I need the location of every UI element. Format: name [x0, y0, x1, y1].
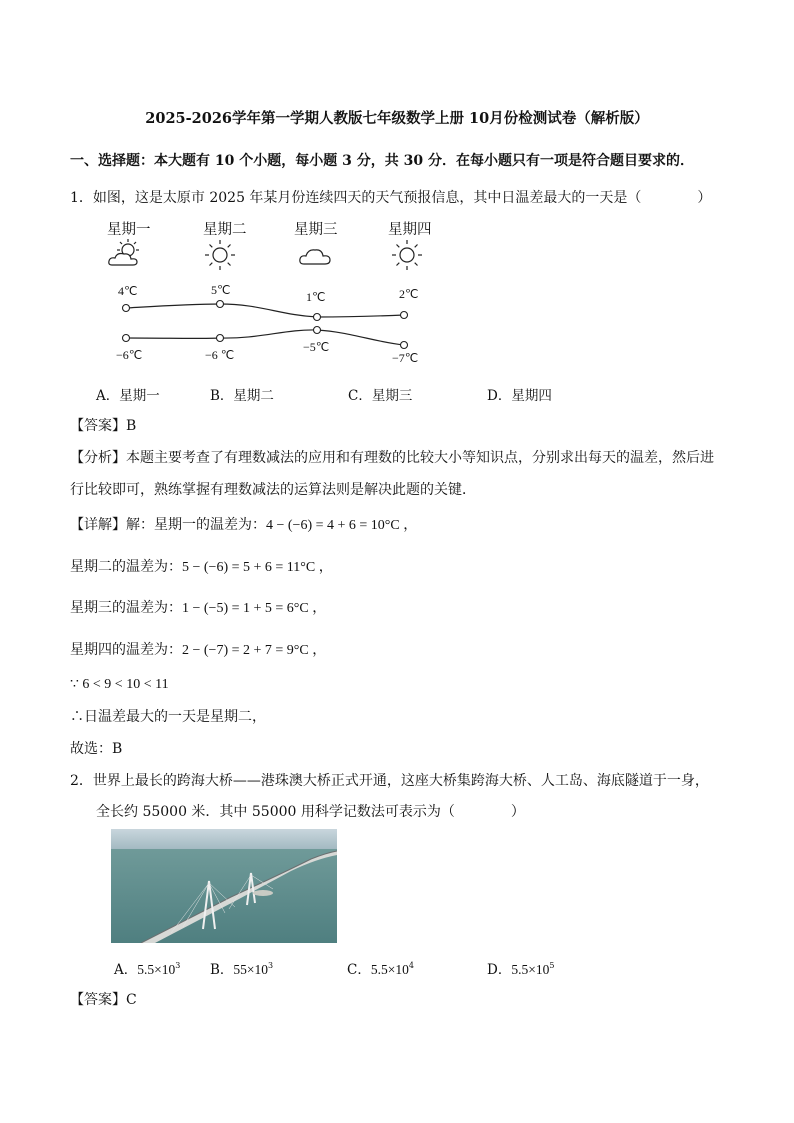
detail-expression-1: 4 − (−6) = 4 + 6 = 10°C ，	[266, 518, 418, 533]
q1-answer: 【答案】B	[70, 418, 137, 434]
question-2-stem-line2: 全长约 55000 米．其中 55000 用科学记数法可表示为（ ）	[96, 804, 525, 820]
low-temp-3: −5℃	[303, 340, 330, 354]
q1-option-b: B．星期二	[210, 388, 274, 404]
option-exponent: 4	[408, 961, 414, 970]
q2-option-d	[487, 958, 554, 978]
option-label: D．	[487, 962, 512, 978]
detail-label: 星期四的温差为：	[70, 642, 182, 658]
q1-option-d: D．星期四	[487, 388, 552, 404]
temperature-chart	[110, 295, 420, 357]
low-point-2	[217, 335, 224, 342]
high-temp-3: 1℃	[306, 290, 326, 304]
q1-because: ∵ 6 < 9 < 10 < 11	[70, 677, 169, 692]
low-point-1	[123, 335, 130, 342]
high-point-3	[314, 314, 321, 321]
detail-label: 【详解】解：星期一的温差为：	[70, 517, 266, 533]
bridge-photo	[111, 829, 337, 943]
question-1-stem: 1．如图，这是太原市 2025 年某月份连续四天的天气预报信息，其中日温差最大的一天是（ ）	[70, 190, 712, 206]
sun-icon	[390, 238, 424, 272]
high-temp-2: 5℃	[211, 283, 231, 297]
option-value: 5.5×10	[511, 962, 550, 977]
day-label-2: 星期二	[203, 222, 247, 238]
detail-expression-4: 2 − (−7) = 2 + 7 = 9°C ，	[182, 643, 327, 658]
q1-analysis-line2: 行比较即可，熟练掌握有理数减法的运算法则是解决此题的关键．	[70, 482, 476, 498]
partly-cloudy-icon	[105, 238, 145, 270]
option-exponent: 3	[268, 961, 274, 970]
high-point-4	[401, 312, 408, 319]
q1-analysis-line1: 【分析】本题主要考查了有理数减法的应用和有理数的比较大小等知识点，分别求出每天的温差，然后进	[70, 450, 714, 466]
high-point-1	[123, 305, 130, 312]
option-value: 55×10	[233, 962, 269, 977]
detail-label: 星期二的温差为：	[70, 559, 182, 575]
high-temp-1: 4℃	[118, 284, 138, 298]
q1-detail-line2	[70, 556, 333, 576]
q1-option-c: C．星期三	[348, 388, 413, 404]
q1-option-a: A．星期一	[96, 388, 160, 404]
high-temp-line	[126, 304, 404, 317]
high-temp-4: 2℃	[399, 287, 419, 301]
low-temp-4: −7℃	[392, 351, 419, 365]
q2-option-a	[114, 958, 180, 978]
q1-detail-line1	[70, 514, 417, 534]
day-label-1: 星期一	[107, 222, 151, 238]
option-label: A．	[114, 962, 138, 978]
page-title: 2025-2026学年第一学期人教版七年级数学上册 10月份检测试卷（解析版）	[145, 110, 649, 127]
q2-option-b	[210, 958, 273, 978]
q1-detail-line3	[70, 597, 326, 617]
section-heading: 一、选择题：本大题有 10 个小题，每小题 3 分，共 30 分．在每小题只有一项是符合题目要求的．	[70, 153, 694, 169]
sun-icon	[203, 238, 237, 272]
option-value: 5.5×10	[370, 962, 409, 977]
option-label: B．	[210, 962, 234, 978]
low-temp-2: −6 ℃	[205, 348, 235, 362]
detail-expression-2: 5 − (−6) = 5 + 6 = 11°C ，	[182, 560, 333, 575]
cloud-icon	[298, 244, 332, 268]
low-temp-line	[126, 330, 404, 345]
option-label: C．	[347, 962, 371, 978]
q1-choose: 故选：B	[70, 741, 123, 757]
detail-expression-3: 1 − (−5) = 1 + 5 = 6°C ，	[182, 601, 327, 616]
day-label-3: 星期三	[294, 222, 338, 238]
low-point-3	[314, 327, 321, 334]
option-exponent: 3	[175, 961, 181, 970]
detail-label: 星期三的温差为：	[70, 600, 182, 616]
q2-option-c	[347, 958, 414, 978]
day-label-4: 星期四	[388, 222, 432, 238]
low-temp-1: −6℃	[116, 348, 143, 362]
high-point-2	[217, 301, 224, 308]
q2-answer: 【答案】C	[70, 992, 137, 1008]
low-point-4	[401, 342, 408, 349]
option-value: 5.5×10	[137, 962, 176, 977]
option-exponent: 5	[549, 961, 555, 970]
q1-therefore: ∴日温差最大的一天是星期二，	[70, 709, 266, 725]
question-2-stem-line1: 2．世界上最长的跨海大桥——港珠澳大桥正式开通，这座大桥集跨海大桥、人工岛、海底隧道于一身，	[70, 773, 709, 789]
q1-detail-line4	[70, 639, 326, 659]
